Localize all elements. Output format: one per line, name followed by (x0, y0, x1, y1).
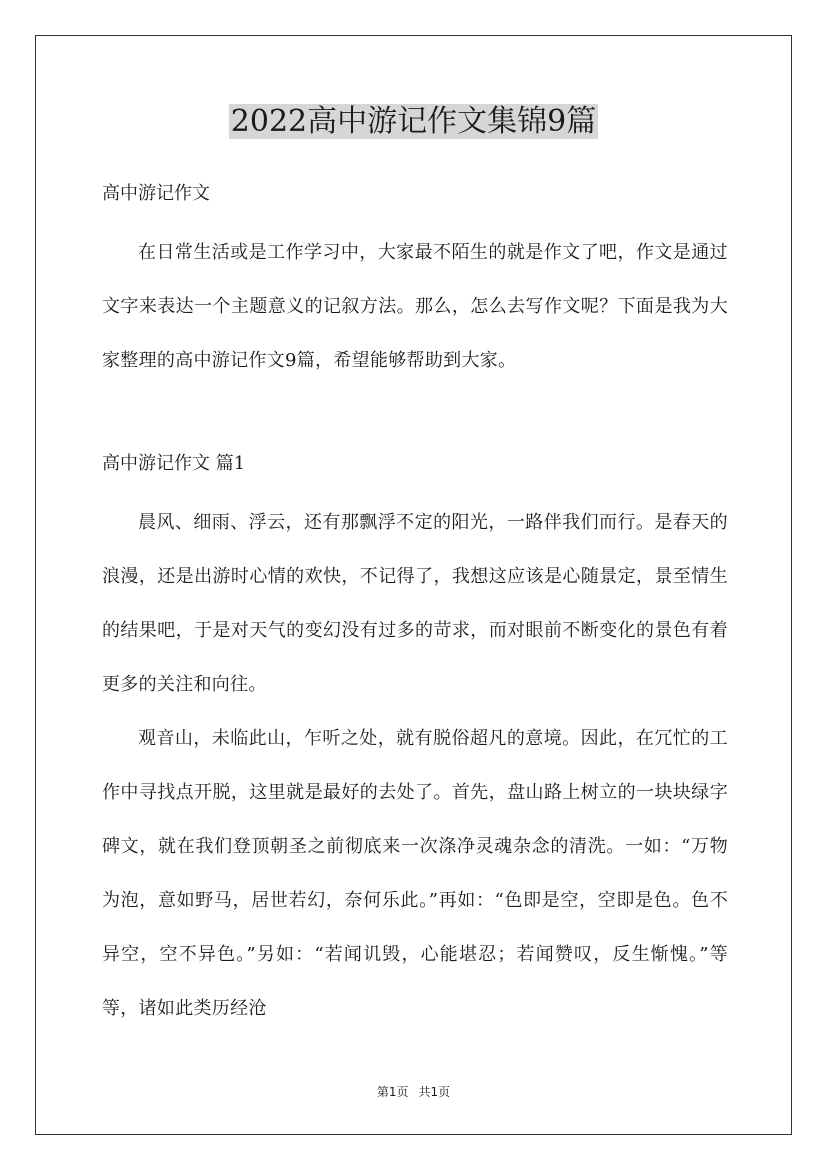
page-total: 共1页 (418, 1085, 451, 1099)
body-paragraph: 观音山，未临此山，乍听之处，就有脱俗超凡的意境。因此，在冗忙的工作中寻找点开脱，这里就是最好的去处了。首先，盘山路上树立的一块块绿字碑文，就在我们登顶朝圣之前彻底来一次涤净灵魂杂念的清洗。一如：“万物为泡，意如野马，居世若幻，奈何乐此。”再如：“色即是空，空即是色。色不异空，空不异色。”另如：“若闻讥毁，心能堪忍；若闻赞叹，反生惭愧。”等等，诸如此类历经沧 (102, 728, 728, 1019)
document-body (102, 172, 728, 1036)
page-number: 第1页 (376, 1085, 409, 1099)
document-title (0, 100, 827, 144)
section-heading: 高中游记作文 篇1 (102, 453, 246, 474)
document-title-text: 2022高中游记作文集锦9篇 (230, 104, 597, 139)
intro-paragraph: 在日常生活或是工作学习中，大家最不陌生的就是作文了吧，作文是通过文字来表达一个主题意义的记叙方法。那么，怎么去写作文呢？下面是我为大家整理的高中游记作文9篇，希望能够帮助到大家。 (102, 242, 728, 371)
body-paragraph: 晨风、细雨、浮云，还有那飘浮不定的阳光，一路伴我们而行。是春天的浪漫，还是出游时心情的欢快，不记得了，我想这应该是心随景定，景至情生的结果吧，于是对天气的变幻没有过多的苛求，而对眼前不断变化的景色有着更多的关注和向往。 (102, 512, 728, 695)
section-heading: 高中游记作文 (102, 183, 210, 204)
page-footer (0, 1083, 827, 1101)
section-spacer (102, 388, 728, 442)
